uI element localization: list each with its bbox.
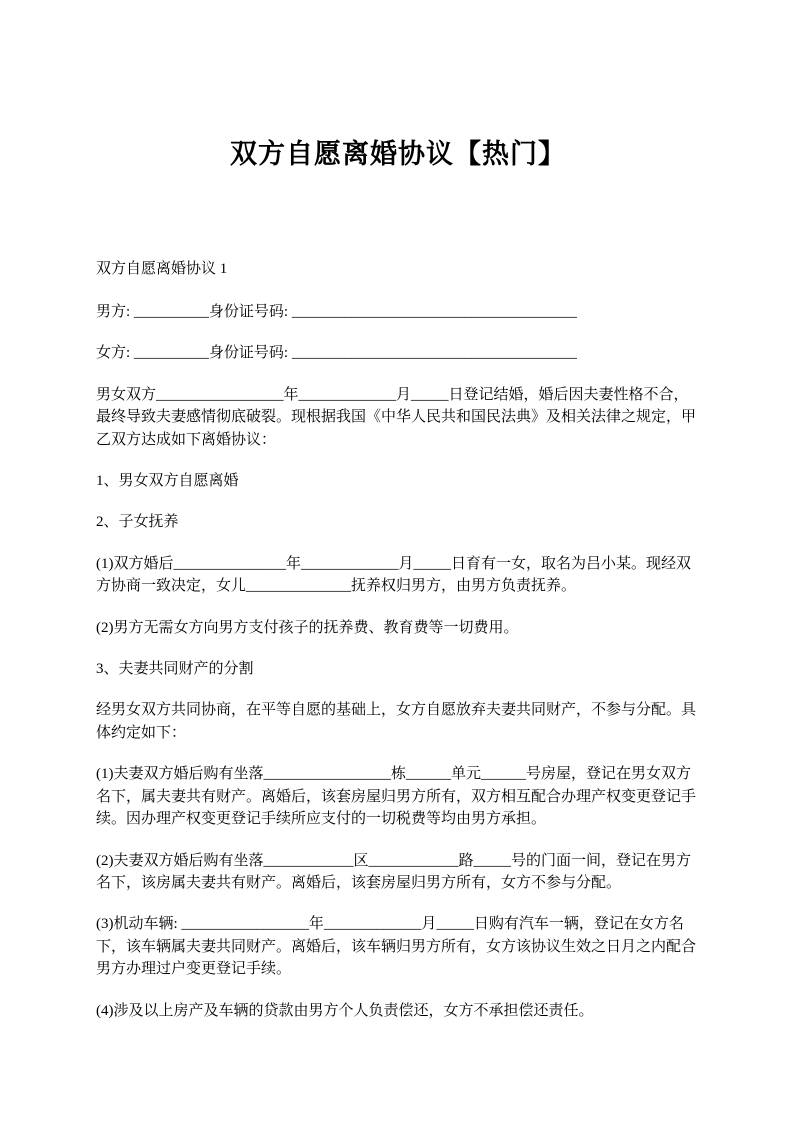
paragraph-clause-1: 1、男女双方自愿离婚	[96, 473, 239, 490]
paragraph-clause-3-item-1: (1)夫妻双方婚后购有坐落_________________栋______单元______号房屋，登记在男女双方名下，属夫妻共有财产。离婚后，该套房屋归男方所有，双方相互配合办理产权变更登记手续。因办理产权变更登记手续所应支付的一切税费等均由男方承担。	[96, 766, 697, 828]
paragraph-clause-2-item-2: (2)男方无需女方向男方支付孩子的抚养费、教育费等一切费用。	[96, 619, 519, 636]
paragraph-clause-3: 3、夫妻共同财产的分割	[96, 661, 254, 678]
document-title: 双方自愿离婚协议【热门】	[230, 139, 566, 169]
paragraph-preamble: 男女双方_________________年_____________月_____日登记结婚，婚后因夫妻性格不合，最终导致夫妻感情彻底破裂。现根据我国《中华人民共和国民法典》及相关法律之规定，甲乙双方达成如下离婚协议：	[96, 386, 697, 448]
paragraph-male-party: 男方: __________身份证号码: ______________________________________	[96, 304, 577, 320]
paragraph-clause-3-item-4: (4)涉及以上房产及车辆的贷款由男方个人负责偿还，女方不承担偿还责任。	[96, 1002, 594, 1019]
paragraph-clause-2: 2、子女抚养	[96, 514, 179, 531]
document-subtitle: 双方自愿离婚协议 1	[96, 261, 228, 277]
paragraph-clause-3-item-2: (2)夫妻双方婚后购有坐落____________区____________路_____号的门面一间，登记在男方名下，该房属夫妻共有财产。离婚后，该套房屋归男方所有，女方不参与分配。	[96, 852, 691, 891]
paragraph-clause-3-item-3: (3)机动车辆: _________________年_____________月_____日购有汽车一辆，登记在女方名下，该车辆属夫妻共同财产。离婚后，该车辆归男方所有，女方该协议生效之日月之内配合男方办理过户变更登记手续。	[96, 916, 697, 978]
paragraph-clause-3-intro: 经男女双方共同协商，在平等自愿的基础上，女方自愿放弃夫妻共同财产，不参与分配。具体约定如下：	[96, 702, 697, 741]
paragraph-clause-2-item-1: (1)双方婚后_______________年_____________月_____日育有一女，取名为吕小某。现经双方协商一致决定，女儿______________抚养权归男方，由男方负责抚养。	[96, 555, 691, 595]
paragraph-female-party: 女方: __________身份证号码: ______________________________________	[96, 345, 577, 362]
